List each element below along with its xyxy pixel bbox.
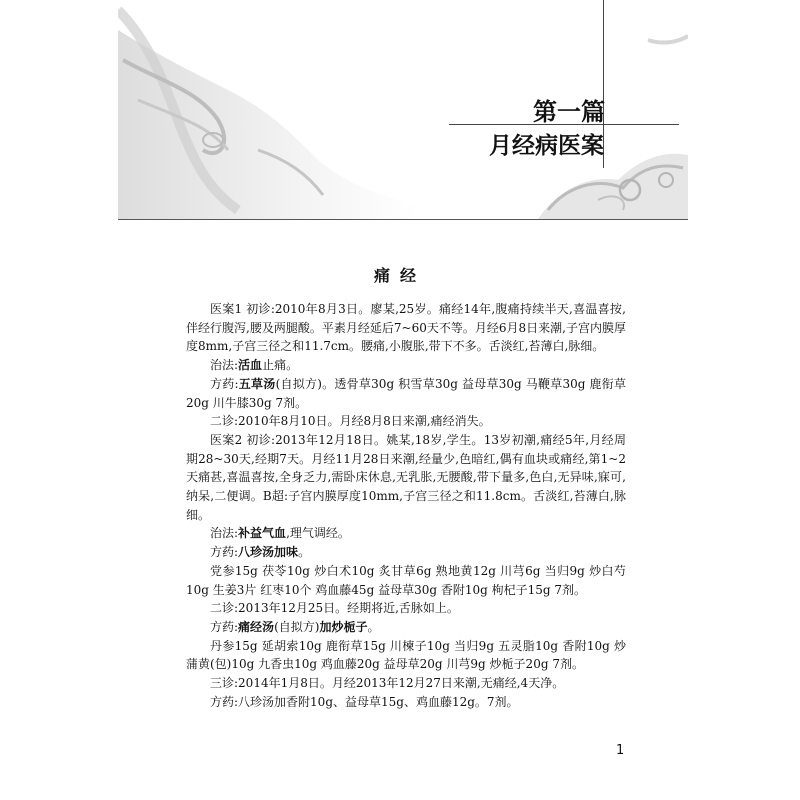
case2-prescription-3: 方药:八珍汤加香附10g、益母草15g、鸡血藤12g。7剂。 [210, 694, 519, 709]
section-title: 痛经 [373, 266, 426, 285]
case2-prescription: 方药:八珍汤加味。 [210, 545, 311, 560]
case2-first-visit: 医案2 初诊:2013年12月18日。姚某,18岁,学生。13岁初潮,痛经5年,月经周期28~30天,经期7天。月经11月28日来潮,经量少,色暗红,偶有血块或痛经,第1~2天痛甚,喜温喜按,全身乏力,需卧床休息,无乳胀,无腰酸,带下量多,色白,无异味,寐可,纳呆,二便调。B超:子宫内膜厚度10mm,子宫三径之和11.8cm。舌淡红,苔薄白,脉细。 [186, 432, 626, 522]
part-number: 第一篇 [533, 98, 605, 126]
case1-second-visit: 二诊:2010年8月10日。月经8月8日来潮,痛经消失。 [210, 414, 491, 429]
case2-second-visit: 二诊:2013年12月25日。经期将近,舌脉如上。 [210, 601, 459, 616]
page-number: 1 [616, 743, 625, 758]
case1-first-visit: 医案1 初诊:2010年8月3日。廖某,25岁。痛经14年,腹痛持续半天,喜温喜按,伴经行腹泻,腰及两腿酸。平素月经延后7~60天不等。月经6月8日来潮,子宫内膜厚度8mm,子宫三径之和11.7cm。腰痛,小腹胀,带下不多。舌淡红,苔薄白,脉细。 [186, 302, 626, 354]
case2-herb-list-2: 丹参15g 延胡索10g 鹿衔草15g 川楝子10g 当归9g 五灵脂10g 香附10g 炒蒲黄(包)10g 九香虫10g 鸡血藤20g 益母草20g 川芎9g 炒栀子20g 7剂。 [186, 638, 626, 672]
banner-bottom-rule [118, 219, 688, 220]
case2-prescription-2: 方药:痛经汤(自拟方)加炒栀子。 [210, 619, 380, 634]
part-title: 月经病医案 [489, 133, 604, 159]
case1-prescription: 方药:五草汤(自拟方)。透骨草30g 积雪草30g 益母草30g 马鞭草30g 鹿衔草20g 川牛膝30g 7剂。 [186, 376, 626, 410]
case-body [186, 300, 626, 711]
case1-label: 医案1 [210, 302, 243, 316]
case2-third-visit: 三诊:2014年1月8日。月经2013年12月27日来潮,无痛经,4天净。 [210, 676, 565, 691]
case1-treatment: 治法:活血止痛。 [210, 358, 299, 373]
case2-label: 医案2 [210, 432, 243, 447]
case2-herb-list: 党参15g 茯苓10g 炒白术10g 炙甘草6g 熟地黄12g 川芎6g 当归9g 炒白芍10g 生姜3片 红枣10个 鸡血藤45g 益母草30g 香附10g 枸杞子15g 7剂。 [186, 563, 626, 597]
case2-treatment: 治法:补益气血,理气调经。 [210, 526, 350, 541]
